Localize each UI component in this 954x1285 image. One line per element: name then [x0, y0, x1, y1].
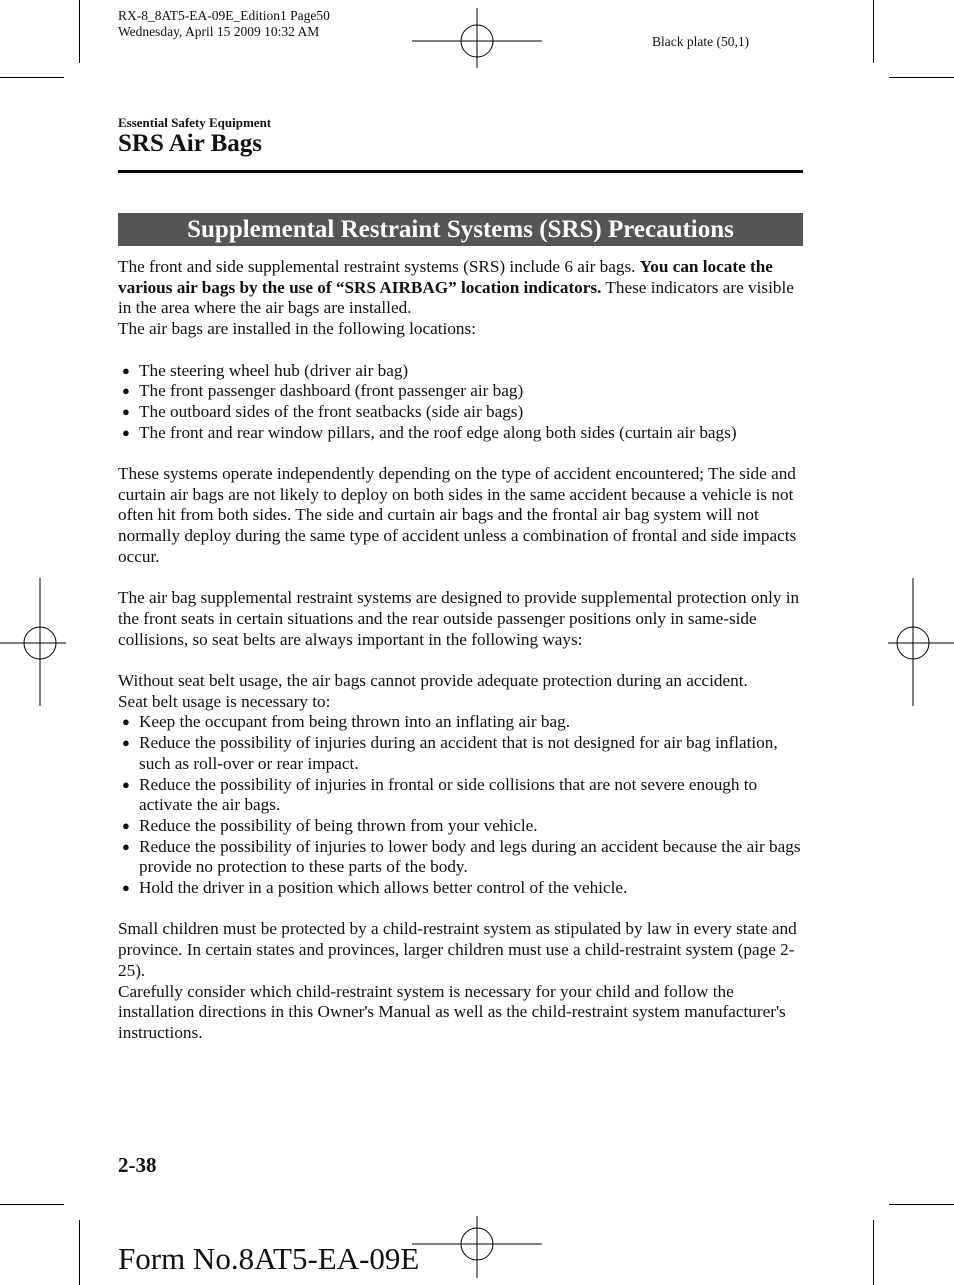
list-item-text: Keep the occupant from being thrown into an inflating air bag.: [139, 712, 570, 732]
bullet-icon: ●: [122, 880, 130, 896]
crop-mark: [0, 77, 64, 78]
supplemental-paragraph: The air bag supplemental restraint systems are designed to provide supplemental protection only in the front seats in certain situations and the rear outside passenger positions only in same-side collisions, so seat belts are always important in the following ways:: [118, 588, 800, 649]
registration-mark-right: [888, 578, 954, 706]
intro-text: The front and side supplemental restraint systems (SRS) include 6 air bags.: [118, 257, 640, 276]
seatbelt-reason-item: [118, 878, 804, 899]
bullet-icon: ●: [122, 776, 130, 792]
section-label: Essential Safety Equipment: [118, 115, 272, 130]
intro-bold-text: You can locate the various air bags by the use of “SRS AIRBAG” location indicators.: [118, 257, 773, 297]
page-number: 2-38: [118, 1153, 157, 1177]
seatbelt-reason-item: [118, 712, 804, 733]
list-item-text: Reduce the possibility of being thrown from your vehicle.: [139, 815, 538, 835]
bullet-icon: ●: [122, 714, 130, 730]
form-number: Form No.8AT5-EA-09E: [118, 1241, 420, 1276]
bullet-icon: ●: [122, 817, 130, 833]
plate-label: Black plate (50,1): [652, 34, 750, 49]
crop-mark: [889, 1204, 954, 1205]
seatbelt-necessary-paragraph: Seat belt usage is necessary to:: [118, 691, 331, 711]
bullet-icon: ●: [122, 383, 130, 399]
children-paragraph: Small children must be protected by a child-restraint system as stipulated by law in every state and province. In certain states and provinces, larger children must use a child-restraint system (page 2-25).: [118, 919, 797, 980]
crop-mark: [79, 0, 80, 63]
locations-list: [118, 361, 804, 444]
header-rule: [118, 170, 803, 173]
list-item-text: The front passenger dashboard (front passenger air bag): [139, 381, 524, 401]
location-item: [118, 361, 804, 382]
seatbelt-reason-item: [118, 775, 804, 816]
crop-mark: [889, 77, 954, 78]
seatbelt-reason-item: [118, 816, 804, 837]
location-item: [118, 381, 804, 402]
list-item-text: Reduce the possibility of injuries to lower body and legs during an accident because the air bags provide no protection to these parts of the body.: [139, 836, 801, 877]
bullet-icon: ●: [122, 424, 130, 440]
body-content: [118, 257, 804, 1044]
crop-mark: [873, 0, 874, 63]
crop-mark: [873, 1220, 874, 1285]
registration-mark-left: [0, 578, 66, 706]
list-item-text: Reduce the possibility of injuries in frontal or side collisions that are not severe enough to activate the air bags.: [139, 774, 758, 815]
seatbelt-reason-item: [118, 837, 804, 878]
intro-paragraph: [118, 257, 804, 319]
crop-mark: [0, 1204, 64, 1205]
crop-mark: [79, 1220, 80, 1285]
seatbelt-reason-item: [118, 733, 804, 774]
registration-mark-top: [412, 8, 542, 68]
list-item-text: The outboard sides of the front seatbacks (side air bags): [139, 401, 524, 421]
bullet-icon: ●: [122, 838, 130, 854]
intro-text-end: These indicators are visible in the area where the air bags are installed.: [118, 277, 794, 318]
independent-paragraph: These systems operate independently depending on the type of accident encountered; The side and curtain air bags are not likely to deploy on both sides in the same accident because a vehicle is not often hit from both sides. The side and curtain air bags and the frontal air bag system will not normally deploy during the same type of accident unless a combination of frontal and side impacts occur.: [118, 464, 797, 566]
without-seatbelt-paragraph: Without seat belt usage, the air bags cannot provide adequate protection during an accident.: [118, 671, 748, 690]
registration-mark-bottom: [412, 1216, 542, 1278]
chapter-title: SRS Air Bags: [118, 130, 263, 157]
consider-paragraph: Carefully consider which child-restraint system is necessary for your child and follow the installation directions in this Owner's Manual as well as the child-restraint system manufacturer's instructions.: [118, 981, 786, 1042]
location-item: [118, 423, 804, 444]
print-info: [118, 8, 330, 40]
print-info-line2: Wednesday, April 15 2009 10:32 AM: [118, 24, 320, 39]
bullet-icon: ●: [122, 362, 130, 378]
list-item-text: The steering wheel hub (driver air bag): [139, 360, 409, 380]
locations-intro: The air bags are installed in the following locations:: [118, 319, 476, 339]
print-info-line1: RX-8_8AT5-EA-09E_Edition1 Page50: [118, 8, 330, 23]
list-item-text: Reduce the possibility of injuries during an accident that is not designed for air bag inflation, such as roll-over or rear impact.: [139, 733, 778, 773]
list-item-text: The front and rear window pillars, and the roof edge along both sides (curtain air bags): [139, 422, 737, 442]
seatbelt-reasons-list: [118, 712, 804, 898]
bullet-icon: ●: [122, 403, 130, 419]
list-item-text: Hold the driver in a position which allows better control of the vehicle.: [139, 878, 628, 898]
bullet-icon: ●: [122, 735, 130, 751]
location-item: [118, 402, 804, 423]
section-banner: Supplemental Restraint Systems (SRS) Precautions: [118, 213, 803, 246]
